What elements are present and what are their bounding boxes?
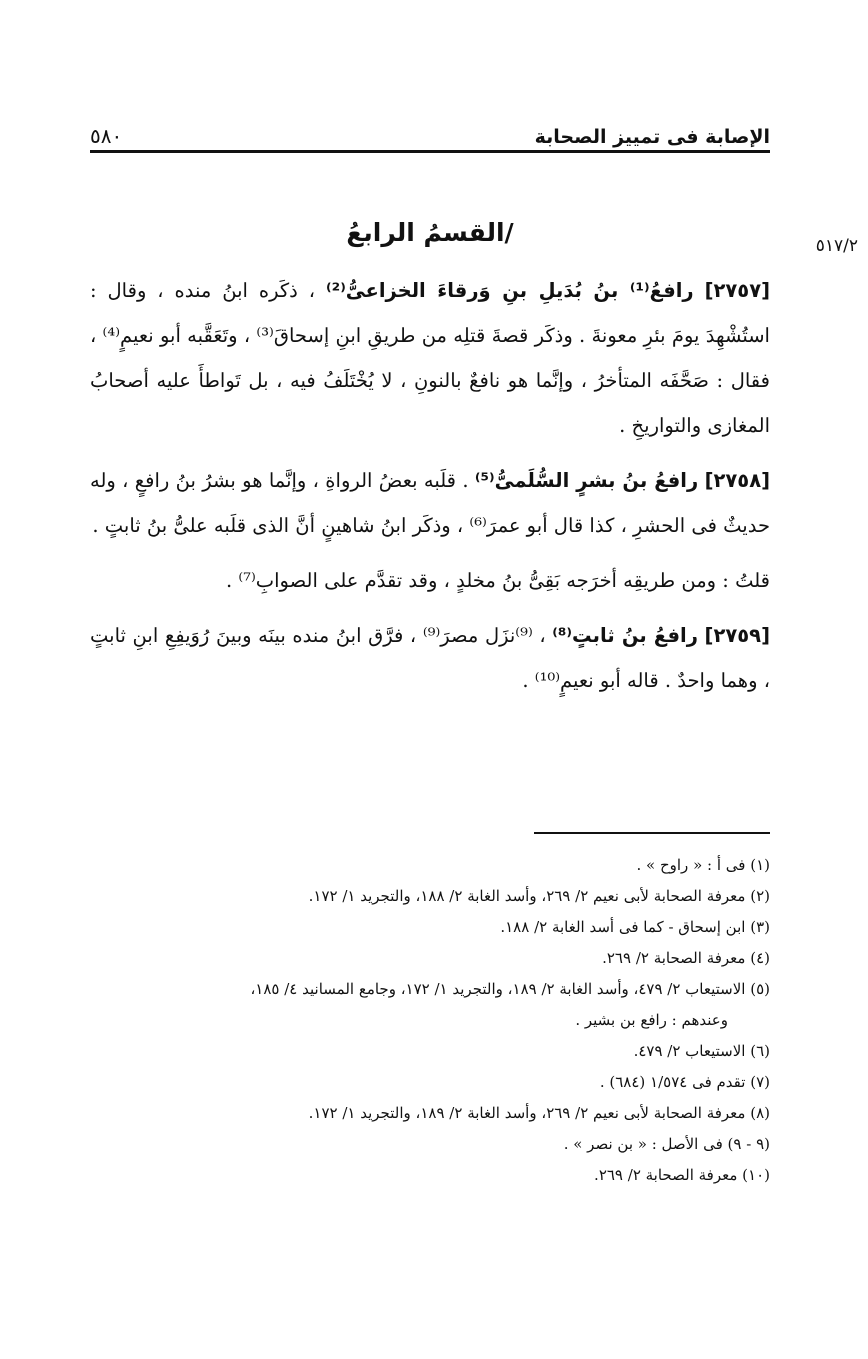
footnote: (٥) الاستيعاب ٢/ ٤٧٩، وأسد الغابة ٢/ ١٨٩، والتجريد ١/ ١٧٢، وجامع المسانيد ٤/ ١٨٥،: [250, 980, 770, 998]
entry-text: . قلَبه بعضُ الرواةِ ، وإنَّما هو بشرُ بنُ رافعٍ ، وله حديثٌ فى الحشرِ ، كذا قال أبو عمرَ⁽⁶⁾ ، وذكَر ابنُ شاهينٍ أنَّ الذى قلَبه علىُّ بنُ ثابتٍ .: [90, 469, 770, 537]
entry-2758: [90, 458, 770, 548]
footnotes: [90, 850, 770, 1191]
entry-text: ، ⁽⁹⁾نزَل مصرَ⁽⁹⁾ ، فرَّق ابنُ منده بينَه وبينَ رُوَيفِعِ ابنِ ثابتٍ ، وهما واحدٌ . قاله أبو نعيمٍ⁽¹⁰⁾ .: [90, 624, 770, 692]
entry-2759: [90, 613, 770, 703]
footnote-rule: [534, 832, 770, 834]
entry-name: رافعُ⁽¹⁾ بنُ بُدَيلِ بنِ وَرقاءَ الخزاعىُّ⁽²⁾: [326, 279, 694, 302]
entry-number: [٢٧٥٧]: [704, 279, 771, 302]
entry-name: رافعُ بنُ بشرٍ السُّلَمىُّ⁽⁵⁾: [474, 469, 699, 492]
footnote: (٨) معرفة الصحابة لأبى نعيم ٢/ ٢٦٩، وأسد الغابة ٢/ ١٨٩، والتجريد ١/ ١٧٢.: [308, 1104, 770, 1122]
section-title: /القسمُ الرابعُ: [346, 218, 514, 247]
footnote: (٩ - ٩) فى الأصل : « بن نصر » .: [563, 1135, 770, 1153]
entry-number: [٢٧٥٩]: [704, 624, 770, 647]
footnote: (٢) معرفة الصحابة لأبى نعيم ٢/ ٢٦٩، وأسد الغابة ٢/ ١٨٨، والتجريد ١/ ١٧٢.: [308, 887, 770, 905]
book-title: الإصابة فى تمييز الصحابة: [534, 126, 770, 148]
footnote: (٧) تقدم فى ١/٥٧٤ (٦٨٤) .: [599, 1073, 770, 1091]
footnote-continuation: وعندهم : رافع بن بشير .: [575, 1011, 728, 1029]
footnote: (٦) الاستيعاب ٢/ ٤٧٩.: [633, 1042, 770, 1060]
running-header: [90, 108, 770, 148]
footnote: (٤) معرفة الصحابة ٢/ ٢٦٩.: [602, 949, 770, 967]
footnote: (٣) ابن إسحاق - كما فى أسد الغابة ٢/ ١٨٨.: [500, 918, 770, 936]
entry-text: قلتُ : ومن طريقِه أخرَجه بَقِىُّ بنُ مخلدٍ ، وقد تقدَّم على الصوابِ⁽⁷⁾ .: [225, 569, 770, 592]
entry-name: رافعُ بنُ ثابتٍ⁽⁸⁾: [552, 624, 698, 647]
header-rule: [90, 150, 770, 153]
footnote: (١٠) معرفة الصحابة ٢/ ٢٦٩.: [594, 1166, 770, 1184]
main-text: [90, 268, 770, 713]
entry-text: ، ذكَره ابنُ منده ، وقال : استُشْهِدَ يومَ بئرِ معونةَ . وذكَر قصةَ قتلِه من طريقِ ابنِ إسحاقَ⁽³⁾ ، وتَعَقَّبه أبو نعيمٍ⁽⁴⁾ ، فقال : صَحَّفَه المتأخرُ ، وإنَّما هو نافعٌ بالنونِ ، لا يُخْتَلَفُ فيه ، بل تَواطأَ عليه أصحابُ المغازى والتواريخِ .: [90, 279, 770, 437]
entry-comment: [90, 558, 770, 603]
footnote: (١) فى أ : « راوح » .: [636, 856, 770, 874]
margin-reference: ٥١٧/٢: [815, 236, 858, 256]
entry-2757: [90, 268, 770, 448]
page-number: ٥٨٠: [90, 124, 123, 148]
entry-number: [٢٧٥٨]: [704, 469, 771, 492]
